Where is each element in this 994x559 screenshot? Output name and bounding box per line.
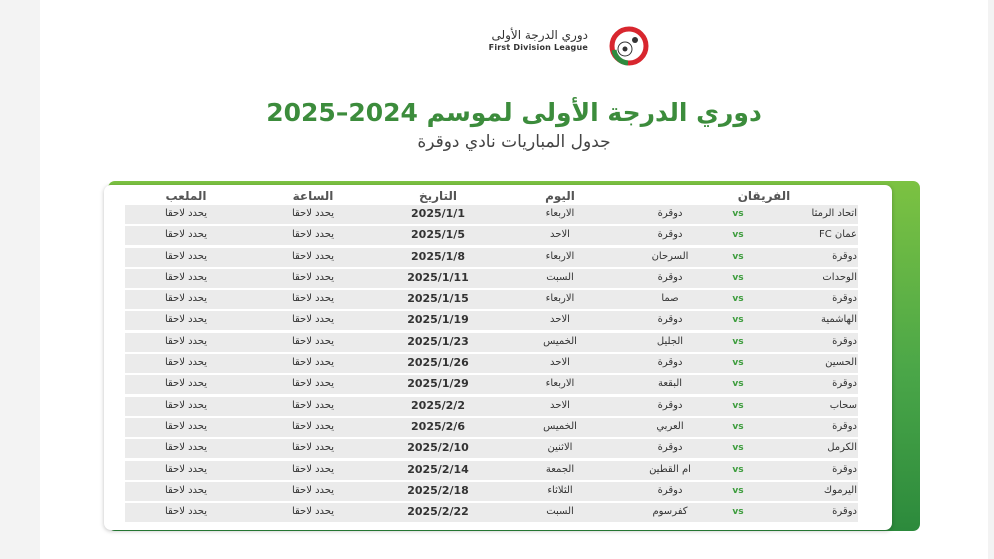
vs-label: vs <box>732 315 744 326</box>
table-row <box>125 290 858 309</box>
match-day: الاربعاء <box>545 293 575 305</box>
table-row <box>125 269 858 288</box>
vs-label: vs <box>732 507 744 518</box>
match-time: يحدد لاحقا <box>291 293 335 305</box>
page-subtitle: جدول المباريات نادي دوقرة <box>417 132 611 152</box>
logo-name-en: First Division League <box>488 43 588 52</box>
match-team-away: دوقرة <box>657 314 683 326</box>
match-team-away: كفرسوم <box>652 506 688 518</box>
table-row <box>125 503 858 522</box>
vs-label: vs <box>732 358 744 369</box>
match-time: يحدد لاحقا <box>291 378 335 390</box>
header-time: الساعة <box>292 189 334 203</box>
match-date: 2025/1/29 <box>407 377 469 391</box>
match-date: 2025/1/11 <box>407 270 469 284</box>
match-stadium: يحدد لاحقا <box>164 314 208 326</box>
match-stadium: يحدد لاحقا <box>164 250 208 262</box>
header-teams: الفريقان <box>737 189 791 203</box>
header-stadium: الملعب <box>165 189 207 203</box>
match-team-home: دوقرة <box>832 506 857 518</box>
table-row <box>125 333 858 352</box>
match-team-home: دوقرة <box>832 293 857 305</box>
match-time: يحدد لاحقا <box>291 250 335 262</box>
vs-label: vs <box>732 421 744 432</box>
match-date: 2025/2/22 <box>407 505 469 519</box>
table-row <box>125 461 858 480</box>
match-day: الجمعة <box>545 463 575 475</box>
match-time: يحدد لاحقا <box>291 271 335 283</box>
match-stadium: يحدد لاحقا <box>164 420 208 432</box>
match-date: 2025/2/2 <box>411 398 465 412</box>
match-team-home: دوقرة <box>832 378 857 390</box>
match-team-away: دوقرة <box>657 484 683 496</box>
vs-label: vs <box>732 251 744 262</box>
match-team-away: دوقرة <box>657 357 683 369</box>
match-day: الاثنين <box>547 442 573 454</box>
vs-label: vs <box>732 443 744 454</box>
vs-label: vs <box>732 336 744 347</box>
match-team-home: دوقرة <box>832 420 857 432</box>
vs-label: vs <box>732 464 744 475</box>
match-day: الاحد <box>550 399 570 411</box>
match-date: 2025/2/6 <box>411 419 465 433</box>
match-day: الثلاثاء <box>547 484 573 496</box>
vs-label: vs <box>732 400 744 411</box>
match-stadium: يحدد لاحقا <box>164 335 208 347</box>
vs-label: vs <box>732 209 744 219</box>
match-date: 2025/1/8 <box>411 249 465 263</box>
match-time: يحدد لاحقا <box>291 442 335 454</box>
match-team-home: دوقرة <box>832 250 857 262</box>
match-team-away: صما <box>661 293 679 305</box>
match-day: الاحد <box>550 229 570 241</box>
match-date: 2025/2/14 <box>407 462 469 476</box>
match-date: 2025/1/26 <box>407 356 469 370</box>
match-time: يحدد لاحقا <box>291 229 335 241</box>
match-team-away: ام القطين <box>649 463 691 475</box>
match-stadium: يحدد لاحقا <box>164 484 208 496</box>
match-team-home: اليرموك <box>823 484 857 496</box>
match-day: الاحد <box>550 357 570 369</box>
match-team-home: الحسين <box>825 357 857 369</box>
schedule-page <box>40 0 988 559</box>
match-team-home: سحاب <box>829 399 857 411</box>
match-day: السبت <box>546 506 574 518</box>
match-time: يحدد لاحقا <box>291 399 335 411</box>
match-stadium: يحدد لاحقا <box>164 229 208 241</box>
vs-label: vs <box>732 230 744 241</box>
match-stadium: يحدد لاحقا <box>164 506 208 518</box>
match-stadium: يحدد لاحقا <box>164 463 208 475</box>
header-day: اليوم <box>545 189 575 203</box>
match-stadium: يحدد لاحقا <box>164 442 208 454</box>
page-title: دوري الدرجة الأولى لموسم 2024–2025 <box>266 98 762 127</box>
match-stadium: يحدد لاحقا <box>164 208 208 219</box>
match-team-home: اتحاد الرمثا <box>811 208 857 219</box>
table-row <box>125 311 858 330</box>
match-team-home: الهاشمية <box>820 314 857 326</box>
match-time: يحدد لاحقا <box>291 335 335 347</box>
match-date: 2025/1/5 <box>411 228 465 242</box>
league-logo <box>418 26 658 66</box>
match-date: 2025/2/18 <box>407 483 469 497</box>
match-time: يحدد لاحقا <box>291 314 335 326</box>
match-date: 2025/1/1 <box>411 207 465 220</box>
vs-label: vs <box>732 294 744 305</box>
match-day: الاربعاء <box>545 208 575 219</box>
table-row <box>125 439 858 458</box>
match-team-away: دوقرة <box>657 442 683 454</box>
match-day: السبت <box>546 271 574 283</box>
header-date: التاريخ <box>418 189 458 203</box>
match-rows <box>125 205 858 524</box>
match-time: يحدد لاحقا <box>291 506 335 518</box>
match-day: الاربعاء <box>545 378 575 390</box>
match-date: 2025/1/23 <box>407 334 469 348</box>
match-stadium: يحدد لاحقا <box>164 271 208 283</box>
match-team-away: دوقرة <box>657 229 683 241</box>
match-day: الاربعاء <box>545 250 575 262</box>
vs-label: vs <box>732 272 744 283</box>
table-row <box>125 354 858 373</box>
vs-label: vs <box>732 485 744 496</box>
table-row <box>125 375 858 394</box>
match-team-away: الجليل <box>656 335 684 347</box>
match-date: 2025/1/19 <box>407 313 469 327</box>
match-team-home: دوقرة <box>832 463 857 475</box>
table-row <box>125 205 858 224</box>
match-team-home: دوقرة <box>832 335 857 347</box>
match-team-away: دوقرة <box>657 399 683 411</box>
match-team-home: الوحدات <box>822 271 857 283</box>
match-date: 2025/2/10 <box>407 441 469 455</box>
match-day: الاحد <box>550 314 570 326</box>
match-day: الخميس <box>543 335 577 347</box>
vs-label: vs <box>732 379 744 390</box>
match-team-away: العربي <box>656 420 684 432</box>
match-stadium: يحدد لاحقا <box>164 357 208 369</box>
match-team-home: الكرمل <box>827 442 857 454</box>
match-team-away: البقعة <box>657 378 683 390</box>
match-team-away: السرحان <box>651 250 689 262</box>
match-team-away: دوقرة <box>657 271 683 283</box>
match-team-away: دوقرة <box>657 208 683 219</box>
logo-name-ar: دوري الدرجة الأولى <box>491 28 588 42</box>
table-row <box>125 397 858 416</box>
match-time: يحدد لاحقا <box>291 357 335 369</box>
match-time: يحدد لاحقا <box>291 463 335 475</box>
table-row <box>125 482 858 501</box>
table-row <box>125 226 858 245</box>
match-team-home: عمان FC <box>818 229 857 241</box>
league-emblem-icon <box>608 26 650 66</box>
match-stadium: يحدد لاحقا <box>164 293 208 305</box>
table-row <box>125 418 858 437</box>
table-row <box>125 248 858 267</box>
logo-text <box>489 28 588 54</box>
match-stadium: يحدد لاحقا <box>164 399 208 411</box>
match-time: يحدد لاحقا <box>291 420 335 432</box>
match-time: يحدد لاحقا <box>291 484 335 496</box>
match-stadium: يحدد لاحقا <box>164 378 208 390</box>
match-time: يحدد لاحقا <box>291 208 335 219</box>
match-date: 2025/1/15 <box>407 292 469 306</box>
schedule-table <box>104 185 892 530</box>
match-day: الخميس <box>543 420 577 432</box>
